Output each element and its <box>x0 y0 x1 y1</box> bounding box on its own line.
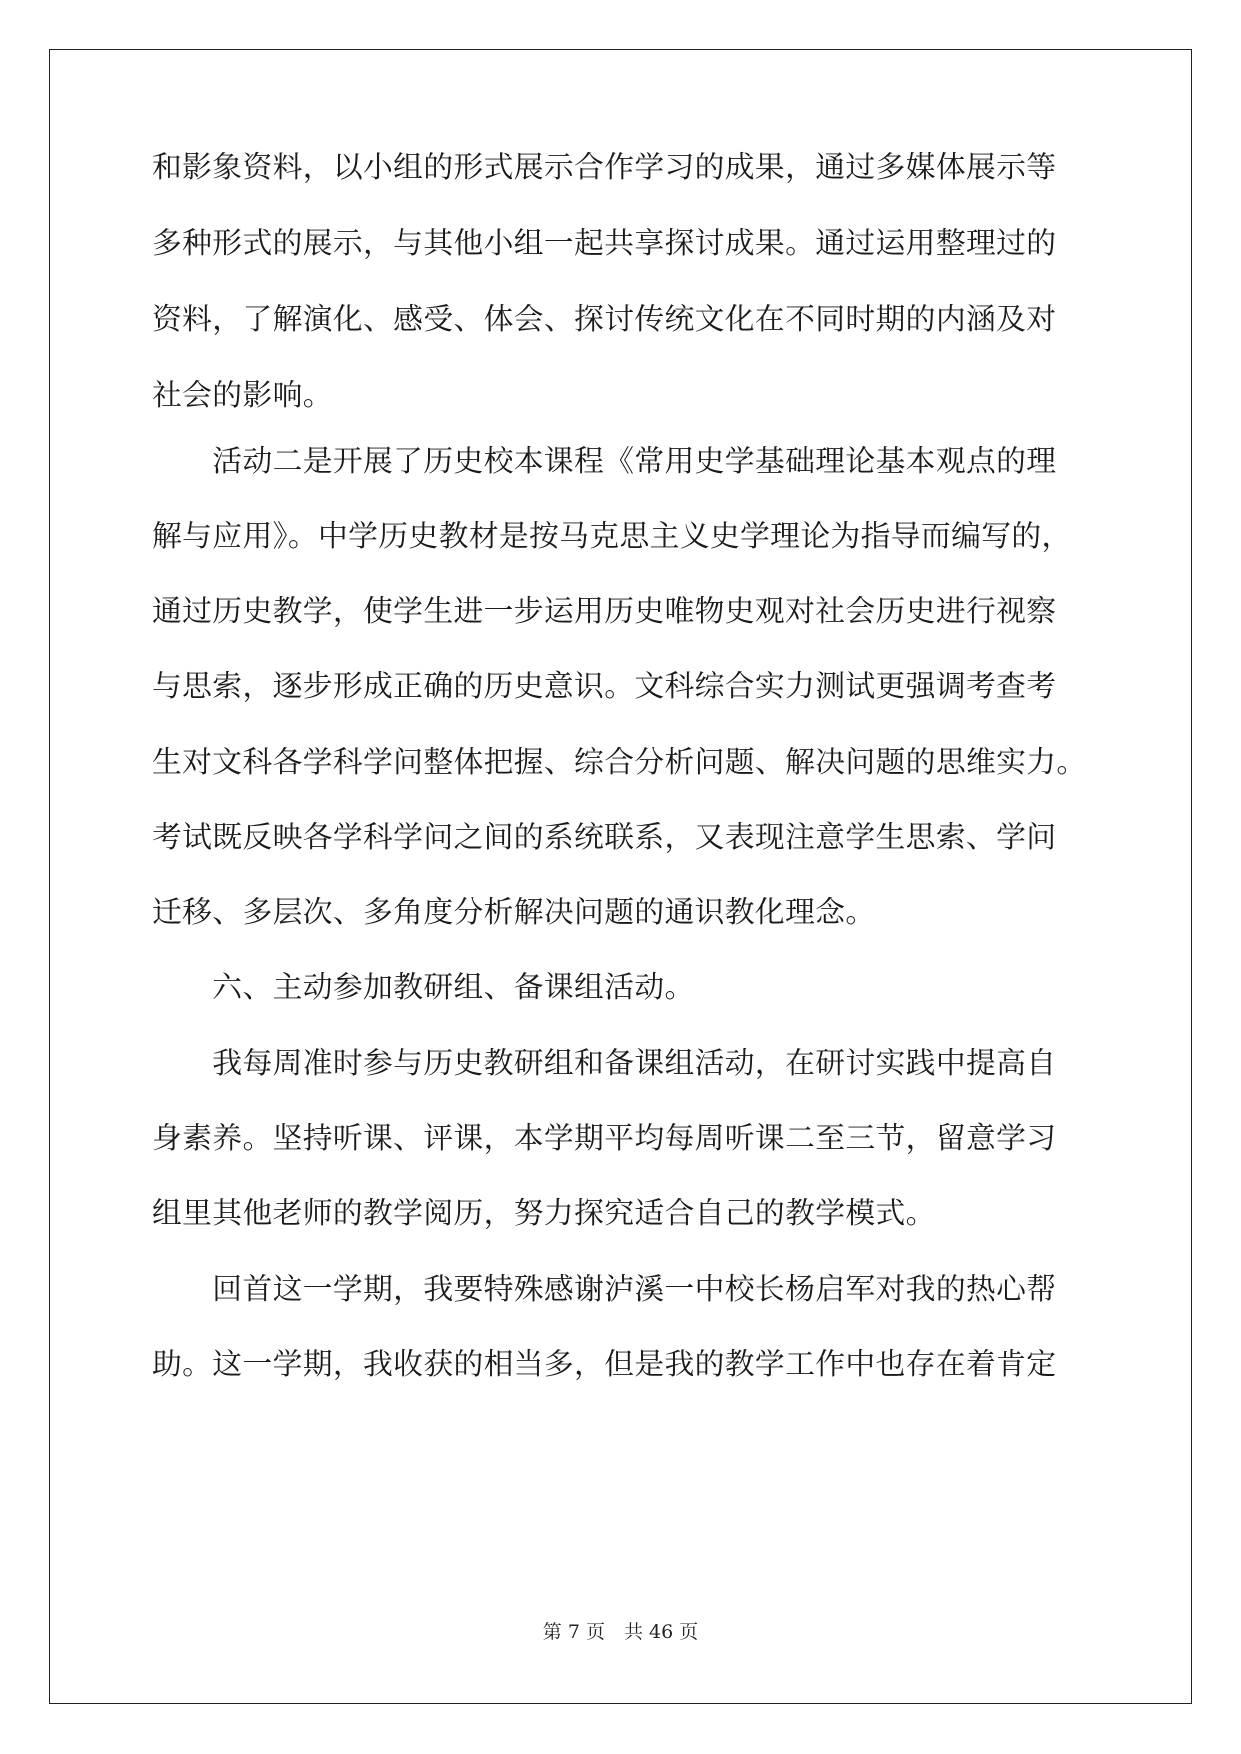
body-text-line: 资料，了解演化、感受、体会、探讨传统文化在不同时期的内涵及对 <box>152 302 1057 337</box>
body-text-line: 与思索，逐步形成正确的历史意识。文科综合实力测试更强调考查考 <box>152 669 1057 704</box>
body-text-line: 和影象资料，以小组的形式展示合作学习的成果，通过多媒体展示等 <box>152 150 1057 185</box>
body-text-line: 通过历史教学，使学生进一步运用历史唯物史观对社会历史进行视察 <box>152 594 1057 629</box>
body-text-line: 社会的影响。 <box>152 378 333 413</box>
body-text-line: 身素养。坚持听课、评课，本学期平均每周听课二至三节，留意学习 <box>152 1121 1057 1156</box>
body-text-line: 组里其他老师的教学阅历，努力探究适合自己的教学模式。 <box>152 1196 936 1231</box>
body-text-line: 考试既反映各学科学问之间的系统联系，又表现注意学生思索、学问 <box>152 820 1057 855</box>
page-number-footer: 第 7 页 共 46 页 <box>542 1621 699 1643</box>
body-text-line: 生对文科各学科学问整体把握、综合分析问题、解决问题的思维实力。 <box>152 745 1087 780</box>
body-text-line: 活动二是开展了历史校本课程《常用史学基础理论基本观点的理 <box>152 444 1057 479</box>
body-text-line: 助。这一学期，我收获的相当多，但是我的教学工作中也存在着肯定 <box>152 1347 1057 1382</box>
body-text-line: 多种形式的展示，与其他小组一起共享探讨成果。通过运用整理过的 <box>152 226 1057 261</box>
body-text-line: 迁移、多层次、多角度分析解决问题的通识教化理念。 <box>152 895 876 930</box>
body-text-line: 我每周准时参与历史教研组和备课组活动，在研讨实践中提高自 <box>152 1046 1057 1081</box>
body-text-line: 六、主动参加教研组、备课组活动。 <box>152 970 695 1005</box>
body-text-line: 回首这一学期，我要特殊感谢泸溪一中校长杨启军对我的热心帮 <box>152 1272 1057 1307</box>
body-text-line: 解与应用》。中学历史教材是按马克思主义史学理论为指导而编写的， <box>152 519 1072 554</box>
